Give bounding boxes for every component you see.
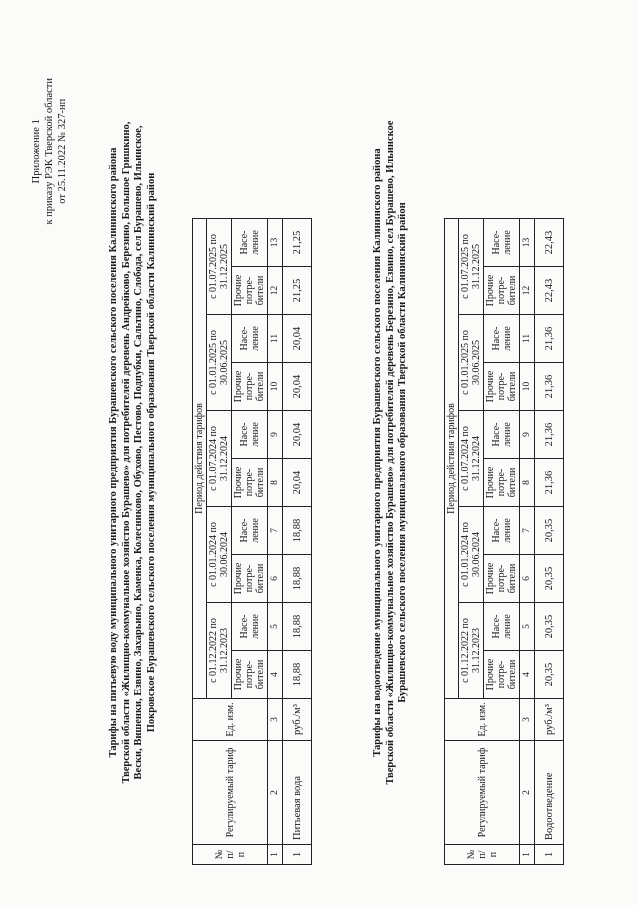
column-number: 6 — [520, 555, 535, 603]
header-period: с 01.07.2025 по 31.12.2025 — [459, 219, 484, 315]
column-number: 3 — [520, 699, 535, 741]
header-other-consumers: Прочие потре- бители — [484, 555, 520, 603]
header-other-consumers: Прочие потре- бители — [484, 651, 520, 699]
header-period: с 01.07.2024 по 31.12.2024 — [459, 411, 484, 507]
header-population: Насе- ление — [232, 219, 268, 267]
column-number: 11 — [520, 315, 535, 363]
row-value: 20,35 — [535, 555, 564, 603]
row-value: 20,04 — [283, 459, 312, 507]
appendix-date: от 25.11.2022 № 327-нп — [57, 98, 68, 204]
water-tariff-title — [108, 40, 158, 865]
column-number: 7 — [520, 507, 535, 555]
header-period: с 01.01.2025 по 30.06.2025 — [207, 315, 232, 411]
column-number: 3 — [268, 699, 283, 741]
column-number: 1 — [268, 845, 283, 865]
column-number: 13 — [520, 219, 535, 267]
column-number: 9 — [520, 411, 535, 459]
row-unit: руб./м³ — [283, 699, 312, 741]
row-value: 18,88 — [283, 555, 312, 603]
row-unit: руб./м³ — [535, 699, 564, 741]
header-population: Насе- ление — [484, 315, 520, 363]
column-number: 10 — [268, 363, 283, 411]
header-period-label: Период действия тарифов — [193, 219, 207, 699]
column-number: 12 — [520, 267, 535, 315]
appendix-title: Приложение 1 — [31, 119, 42, 184]
row-value: 20,35 — [535, 603, 564, 651]
row-number: 1 — [283, 845, 312, 865]
header-population: Насе- ление — [484, 603, 520, 651]
column-number: 2 — [268, 741, 283, 845]
header-population: Насе- ление — [232, 603, 268, 651]
header-population: Насе- ление — [232, 507, 268, 555]
column-number: 11 — [268, 315, 283, 363]
column-number: 1 — [520, 845, 535, 865]
table-row — [535, 219, 564, 865]
row-value: 20,35 — [535, 507, 564, 555]
header-period: с 01.12.2022 по 31.12.2023 — [459, 603, 484, 699]
title-line: Тверской области «Жилищно-коммунальное хозяйство Бурашево» для потребителей деревень Андрейково, Березино, Большое Гришкино, — [120, 121, 132, 784]
row-value: 18,88 — [283, 603, 312, 651]
column-number: 6 — [268, 555, 283, 603]
row-value: 21,25 — [283, 267, 312, 315]
header-num: № п/ п — [445, 845, 520, 865]
column-number: 13 — [268, 219, 283, 267]
title-line: Покровское Бурашевского сельского поселения муниципального образования Тверской области Калининский район — [145, 172, 157, 733]
header-other-consumers: Прочие потре- бители — [232, 363, 268, 411]
header-period-label: Период действия тарифов — [445, 219, 459, 699]
column-number: 8 — [520, 459, 535, 507]
row-value: 21,36 — [535, 459, 564, 507]
row-value: 20,04 — [283, 363, 312, 411]
header-other-consumers: Прочие потре- бители — [232, 459, 268, 507]
row-number: 1 — [535, 845, 564, 865]
header-row — [445, 219, 459, 865]
header-name: Регулируемый тариф — [193, 741, 268, 845]
header-name: Регулируемый тариф — [445, 741, 520, 845]
column-number: 12 — [268, 267, 283, 315]
column-number: 5 — [268, 603, 283, 651]
header-population: Насе- ление — [484, 507, 520, 555]
header-other-consumers: Прочие потре- бители — [232, 651, 268, 699]
appendix-header — [30, 78, 69, 225]
row-value: 22,43 — [535, 219, 564, 267]
header-period: с 01.01.2024 по 30.06.2024 — [207, 507, 232, 603]
header-other-consumers: Прочие потре- бители — [484, 459, 520, 507]
header-population: Насе- ление — [484, 411, 520, 459]
title-line: Бурашевского сельского поселения муниципального образования Тверской области Калининский район — [397, 202, 408, 703]
header-population: Насе- ление — [232, 315, 268, 363]
row-value: 20,35 — [535, 651, 564, 699]
column-number-row — [268, 219, 283, 865]
header-period: с 01.01.2025 по 30.06.2025 — [459, 315, 484, 411]
row-value: 21,36 — [535, 363, 564, 411]
row-value: 20,04 — [283, 411, 312, 459]
header-period: с 01.07.2024 по 31.12.2024 — [207, 411, 232, 507]
header-period: с 01.07.2025 по 31.12.2025 — [207, 219, 232, 315]
header-population: Насе- ление — [484, 219, 520, 267]
column-number: 9 — [268, 411, 283, 459]
appendix-order: к приказу РЭК Тверской области — [44, 78, 55, 225]
wastewater-tariff-table — [444, 218, 564, 865]
title-line: Тверской области «Жилищно-коммунальное хозяйство Бурашево» для потребителей деревень Березино, Езвино, сел Бурашево, Ильинское — [384, 120, 396, 785]
column-number-row — [520, 219, 535, 865]
header-other-consumers: Прочие потре- бители — [484, 267, 520, 315]
title-line: Тарифы на питьевую воду муниципального унитарного предприятия Бурашевского сельского поселения Калининского района — [108, 147, 119, 758]
row-tariff-name: Водоотведение — [535, 741, 564, 845]
header-other-consumers: Прочие потре- бители — [484, 363, 520, 411]
row-value: 21,25 — [283, 219, 312, 267]
table-row — [283, 219, 312, 865]
row-tariff-name: Питьевая вода — [283, 741, 312, 845]
header-unit: Ед. изм. — [193, 699, 268, 741]
title-line: Тарифы на водоотведение муниципального унитарного предприятия Бурашевского сельского поселения Калининского района — [372, 148, 383, 757]
column-number: 8 — [268, 459, 283, 507]
column-number: 2 — [520, 741, 535, 845]
header-num: № п/ п — [193, 845, 268, 865]
row-value: 18,88 — [283, 507, 312, 555]
header-population: Насе- ление — [232, 411, 268, 459]
column-number: 5 — [520, 603, 535, 651]
row-value: 21,36 — [535, 315, 564, 363]
header-unit: Ед. изм. — [445, 699, 520, 741]
water-tariff-table — [192, 218, 312, 865]
title-line: Вески, Вишенки, Езвино, Захарьино, Каменка, Колесниково, Обухово, Пестово, Подпубки, Сальтино, Слобода, сел Бурашево, Ильинское, — [133, 125, 144, 780]
column-number: 7 — [268, 507, 283, 555]
row-value: 21,36 — [535, 411, 564, 459]
row-value: 22,43 — [535, 267, 564, 315]
column-number: 4 — [520, 651, 535, 699]
row-value: 20,04 — [283, 315, 312, 363]
header-period: с 01.01.2024 по 30.06.2024 — [459, 507, 484, 603]
header-period: с 01.12.2022 по 31.12.2023 — [207, 603, 232, 699]
header-row — [193, 219, 207, 865]
column-number: 10 — [520, 363, 535, 411]
header-other-consumers: Прочие потре- бители — [232, 555, 268, 603]
header-other-consumers: Прочие потре- бители — [232, 267, 268, 315]
row-value: 18,88 — [283, 651, 312, 699]
wastewater-tariff-title — [372, 40, 410, 865]
column-number: 4 — [268, 651, 283, 699]
